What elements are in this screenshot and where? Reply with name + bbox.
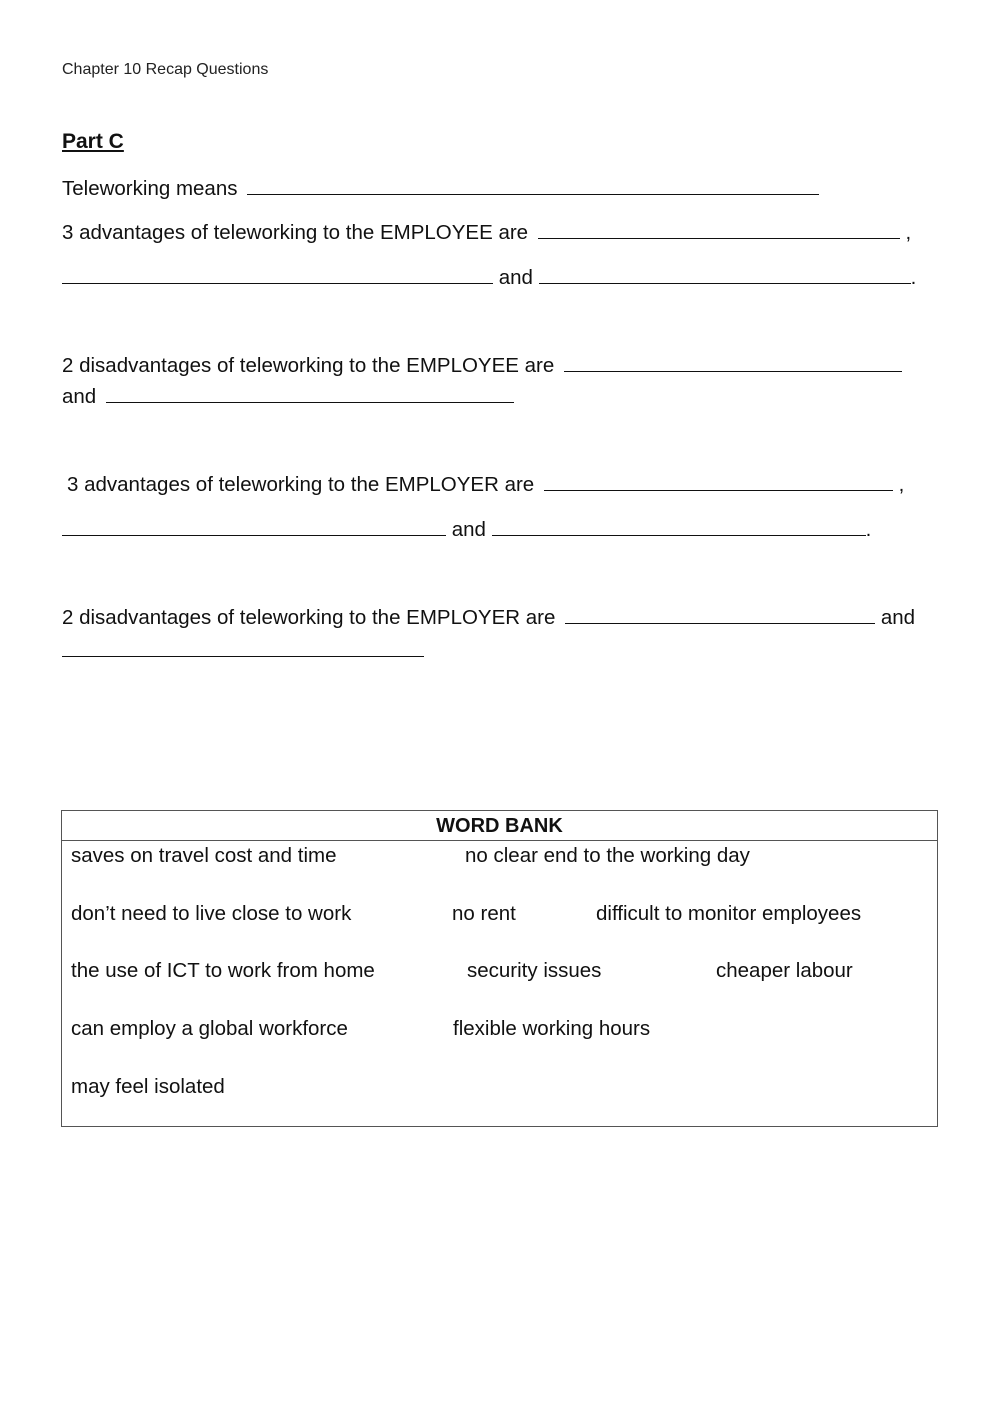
part-heading: Part C bbox=[62, 130, 124, 153]
answer-blank[interactable] bbox=[565, 605, 875, 624]
answer-blank[interactable] bbox=[492, 517, 866, 536]
answer-blank[interactable] bbox=[539, 265, 911, 284]
question-employer-advantages-continued bbox=[62, 517, 871, 542]
question-employee-disadvantages bbox=[62, 353, 902, 378]
answer-blank[interactable] bbox=[247, 176, 819, 195]
word-bank-item[interactable]: flexible working hours bbox=[453, 1017, 651, 1040]
word-bank-title: WORD BANK bbox=[62, 811, 937, 841]
question-employee-advantages-continued bbox=[62, 265, 916, 290]
word-bank bbox=[61, 810, 938, 1127]
conjunction-and: and bbox=[62, 385, 97, 408]
word-bank-item[interactable]: can employ a global workforce bbox=[71, 1017, 348, 1040]
word-bank-item[interactable]: the use of ICT to work from home bbox=[71, 959, 375, 982]
word-bank-item[interactable]: don’t need to live close to work bbox=[71, 902, 352, 925]
word-bank-item[interactable]: security issues bbox=[467, 959, 602, 982]
answer-blank[interactable] bbox=[62, 517, 446, 536]
question-employer-disadvantages-continued bbox=[62, 638, 424, 663]
question-text: 2 disadvantages of teleworking to the EMPLOYEE are bbox=[62, 354, 555, 377]
separator-comma: , bbox=[905, 221, 912, 244]
conjunction-and: and bbox=[451, 518, 486, 541]
question-employer-advantages bbox=[67, 472, 904, 497]
word-bank-item[interactable]: cheaper labour bbox=[716, 959, 853, 982]
sentence-end: . bbox=[865, 518, 872, 541]
word-bank-item[interactable]: no clear end to the working day bbox=[465, 844, 750, 867]
answer-blank[interactable] bbox=[538, 220, 900, 239]
word-bank-item[interactable]: difficult to monitor employees bbox=[596, 902, 862, 925]
question-text: 3 advantages of teleworking to the EMPLOYEE are bbox=[62, 221, 529, 244]
sentence-end: . bbox=[910, 266, 917, 289]
conjunction-and: and bbox=[498, 266, 533, 289]
separator-comma: , bbox=[898, 473, 905, 496]
word-bank-item[interactable]: saves on travel cost and time bbox=[71, 844, 337, 867]
answer-blank[interactable] bbox=[564, 353, 902, 372]
word-bank-item[interactable]: no rent bbox=[452, 902, 516, 925]
question-employee-advantages bbox=[62, 220, 911, 245]
answer-blank[interactable] bbox=[544, 472, 893, 491]
question-employee-disadvantages-continued bbox=[62, 384, 514, 409]
answer-blank[interactable] bbox=[62, 265, 493, 284]
question-employer-disadvantages bbox=[62, 605, 915, 630]
question-teleworking-means bbox=[62, 176, 819, 201]
conjunction-and: and bbox=[880, 606, 916, 629]
question-text: 2 disadvantages of teleworking to the EMPLOYER are bbox=[62, 606, 556, 629]
word-bank-item[interactable]: may feel isolated bbox=[71, 1075, 225, 1098]
worksheet-header: Chapter 10 Recap Questions bbox=[62, 61, 269, 78]
question-text: Teleworking means bbox=[62, 177, 238, 200]
question-text: 3 advantages of teleworking to the EMPLOYER are bbox=[67, 473, 535, 496]
answer-blank[interactable] bbox=[106, 384, 514, 403]
answer-blank[interactable] bbox=[62, 638, 424, 657]
